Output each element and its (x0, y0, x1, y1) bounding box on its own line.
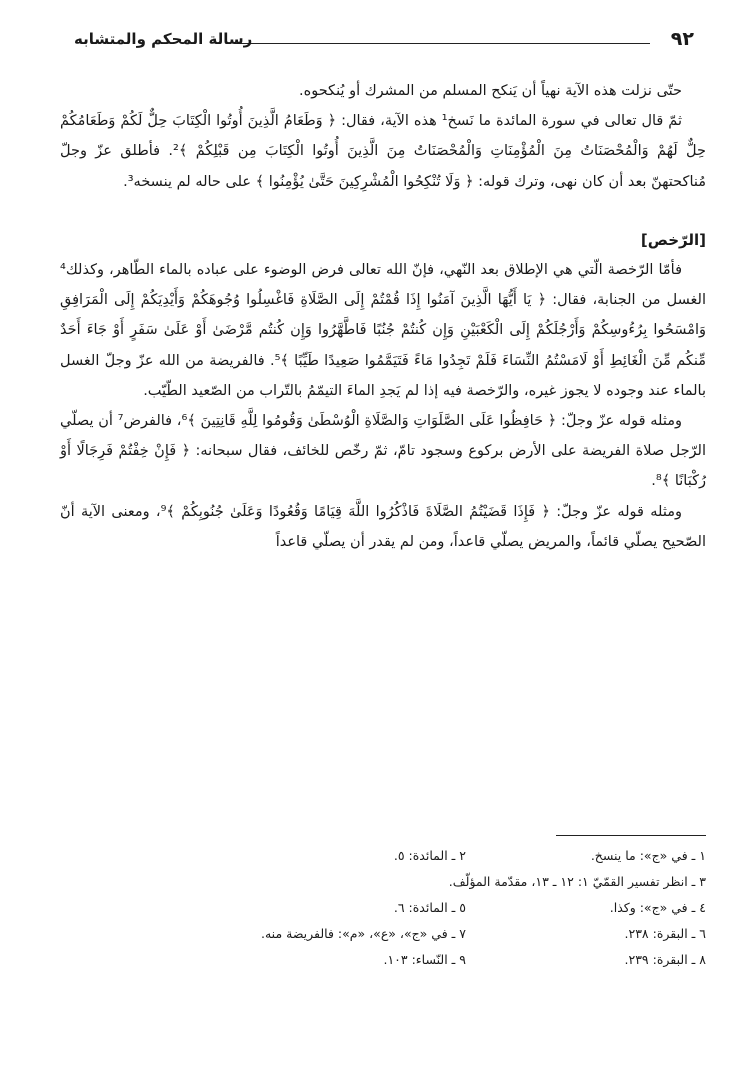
footnote-rule (556, 835, 706, 836)
footnote-9: ٩ ـ النّساء: ١٠٣. (383, 952, 466, 967)
footnotes (60, 848, 706, 978)
footnote-1: ١ ـ في «ج»: ما ينسخ. (590, 848, 706, 863)
footnote-row (60, 900, 706, 926)
paragraph: حتّى نزلت هذه الآية نهياً أن يَنكح المسلم من المشرك أو يُنكحوه. (299, 83, 682, 99)
paragraph: ومثله قوله عزّ وجلّ: ﴿ حَافِظُوا عَلَى الصَّلَوَاتِ وَالصَّلَاةِ الْوُسْطَىٰ وَقُومُوا لِلَّهِ قَانِتِينَ ﴾⁶، فالفرض⁷ أن يصلّي الرّجل صلاة الفريضة على الأرض بركوع وسجود تامّ، ثمّ رخّص للخائف، فقال سبحانه: ﴿ فَإِنْ خِفْتُمْ فَرِجَالًا أَوْ رُكْبَانًا ﴾⁸. (60, 413, 706, 490)
footnote-6: ٦ ـ البقرة: ٢٣٨. (624, 926, 706, 941)
page-header (74, 28, 694, 58)
footnote-2: ٢ ـ المائدة: ٥. (393, 848, 466, 863)
main-text (60, 76, 706, 557)
page-number: ٩٢ (670, 28, 694, 50)
footnote-4: ٤ ـ في «ج»: وكذا. (609, 900, 706, 915)
paragraph: ثمّ قال تعالى في سورة المائدة ما نَسخ¹ هذه الآية، فقال: ﴿ وَطَعَامُ الَّذِينَ أُوتُوا الْكِتَابَ حِلٌّ لَكُمْ وَطَعَامُكُمْ حِلٌّ لَهُمْ وَالْمُحْصَنَاتُ مِنَ الْمُؤْمِنَاتِ وَالْمُحْصَنَاتُ مِنَ الَّذِينَ أُوتُوا الْكِتَابَ مِن قَبْلِكُمْ ﴾². فأطلق عزّ وجلّ مُناكحتهنّ بعد أن كان نهى، وترك قوله: ﴿ وَلَا تُنْكِحُوا الْمُشْرِكِينَ حَتَّىٰ يُؤْمِنُوا ﴾ على حاله لم ينسخه³. (60, 113, 706, 190)
footnote-8: ٨ ـ البقرة: ٢٣٩. (624, 952, 706, 967)
footnote-7: ٧ ـ في «ج»، «ع»، «م»: فالفريضة منه. (261, 926, 466, 941)
footnote-row (60, 952, 706, 978)
footnote-3: ٣ ـ انظر تفسير القمّيّ ١: ١٢ ـ ١٣، مقدّمة المؤلّف. (448, 874, 706, 889)
paragraph: فأمّا الرّخصة الّتي هي الإطلاق بعد النّهي، فإنّ الله تعالى فرض الوضوء على عباده بالماء الطّاهر، وكذلك⁴ الغسل من الجنابة، فقال: ﴿ يَا أَيُّهَا الَّذِينَ آمَنُوا إِذَا قُمْتُمْ إِلَى الصَّلَاةِ فَاغْسِلُوا وُجُوهَكُمْ وَأَيْدِيَكُمْ إِلَى الْمَرَافِقِ وَامْسَحُوا بِرُءُوسِكُمْ وَأَرْجُلَكُمْ إِلَى الْكَعْبَيْنِ وَإِن كُنتُمْ جُنُبًا فَاطَّهَّرُوا وَإِن كُنتُم مَّرْضَىٰ أَوْ عَلَىٰ سَفَرٍ أَوْ جَاءَ أَحَدٌ مِّنكُم مِّنَ الْغَائِطِ أَوْ لَامَسْتُمُ النِّسَاءَ فَلَمْ تَجِدُوا مَاءً فَتَيَمَّمُوا صَعِيدًا طَيِّبًا ﴾⁵. فالفريضة من الله عزّ وجلّ الغسل بالماء عند وجوده لا يجوز غيره، والرّخصة فيه إذا لم يَجدِ الماءَ التيمّمُ بالتّراب من الصّعيد الطّيّب. (60, 262, 706, 399)
footnote-row (60, 926, 706, 952)
running-title: رسالة المحكم والمتشابه (74, 30, 253, 48)
spacer (60, 197, 706, 225)
footnote-row (60, 874, 706, 900)
section-heading: [الرّخص] (640, 230, 706, 249)
header-rule (234, 43, 650, 44)
footnote-5: ٥ ـ المائدة: ٦. (393, 900, 466, 915)
footnote-row (60, 848, 706, 874)
paragraph: ومثله قوله عزّ وجلّ: ﴿ فَإِذَا قَضَيْتُمُ الصَّلَاةَ فَاذْكُرُوا اللَّهَ قِيَامًا وَقُعُودًا وَعَلَىٰ جُنُوبِكُمْ ﴾⁹، ومعنى الآية أنّ الصّحيح يصلّي قائماً، والمريض يصلّي قاعداً، ومن لم يقدر أن يصلّي قاعداً (60, 503, 706, 550)
